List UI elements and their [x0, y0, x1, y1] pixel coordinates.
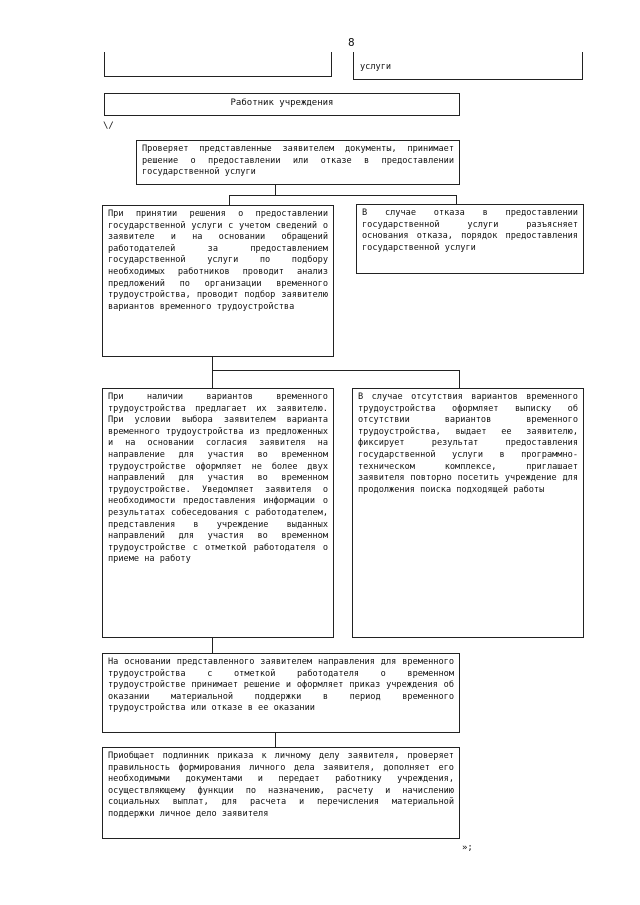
- top-right-box-left-edge: [353, 52, 354, 80]
- check-documents-box: Проверяет представленные заявителем документы, принимает решение о предоставлении или отказе в предоставлении государственной услуги: [136, 140, 460, 185]
- connector-down-left-1: [229, 195, 230, 205]
- decision-no-box: В случае отказа в предоставлении государственной услуги разъясняет основания отказа, порядок предоставления государственной услуги: [356, 204, 584, 274]
- page-number: 8: [348, 36, 355, 49]
- top-right-box-bottom-edge: [353, 79, 583, 80]
- top-right-box-right-edge: [582, 52, 583, 80]
- order-box: На основании представленного заявителем направления для временного трудоустройства с отметкой работодателя о временном трудоустройстве принимает решение и оформляет приказ учреждения об оказании материальной поддержки в период временного трудоустройства или отказе в ее оказании: [102, 653, 460, 733]
- connector-vertical-2: [212, 357, 213, 370]
- connector-vertical-3: [212, 638, 213, 653]
- connector-down-left-2: [212, 370, 213, 388]
- connector-vertical-1: [275, 185, 276, 195]
- connector-down-right-1: [456, 195, 457, 204]
- arrow-mark: \/: [103, 121, 114, 131]
- end-mark: »;: [462, 843, 473, 853]
- final-box: Приобщает подлинник приказа к личному делу заявителя, проверяет правильность формирования личного дела заявителя, дополняет его необходимыми документами и передает работнику учреждения, осуществляющему функции по назначению, расчету и начислению социальных выплат, для расчета и перечисления материальной поддержки личное дело заявителя: [102, 747, 460, 839]
- connector-down-right-2: [459, 370, 460, 388]
- worker-box: Работник учреждения: [104, 93, 460, 116]
- connector-horizontal-1: [229, 195, 457, 196]
- top-left-box-bottom-edge: [104, 76, 332, 77]
- top-left-box-right-edge: [331, 52, 332, 77]
- variants-available-box: При наличии вариантов временного трудоустройства предлагает их заявителю. При условии выбора заявителем варианта временного трудоустройства из предложенных и на основании согласия заявителя на направление для участия во временном трудоустройстве оформляет не более двух направлений для участия во временном трудоустройстве. Уведомляет заявителя о необходимости предоставления информации о результатах собеседования с работодателем, представления в учреждение выданных направлений для участия во временном трудоустройстве с отметкой работодателя о приеме на работу: [102, 388, 334, 638]
- top-left-box-left-edge: [104, 52, 105, 76]
- decision-yes-box: При принятии решения о предоставлении государственной услуги с учетом сведений о заявителе и на основании обращений работодателей за предоставлением государственной услуги по подбору необходимых работников проводит анализ предложений по организации временного трудоустройства, проводит подбор заявителю вариантов временного трудоустройства: [102, 205, 334, 357]
- top-right-fragment: услуги: [360, 62, 392, 72]
- connector-horizontal-2: [212, 370, 460, 371]
- connector-vertical-4: [275, 733, 276, 747]
- variants-absent-box: В случае отсутствия вариантов временного трудоустройства оформляет выписку об отсутствии вариантов временного трудоустройства, выдает ее заявителю, фиксирует результат предоставления государственной услуги в программно-техническом комплексе, приглашает заявителя повторно посетить учреждение для продолжения поиска подходящей работы: [352, 388, 584, 638]
